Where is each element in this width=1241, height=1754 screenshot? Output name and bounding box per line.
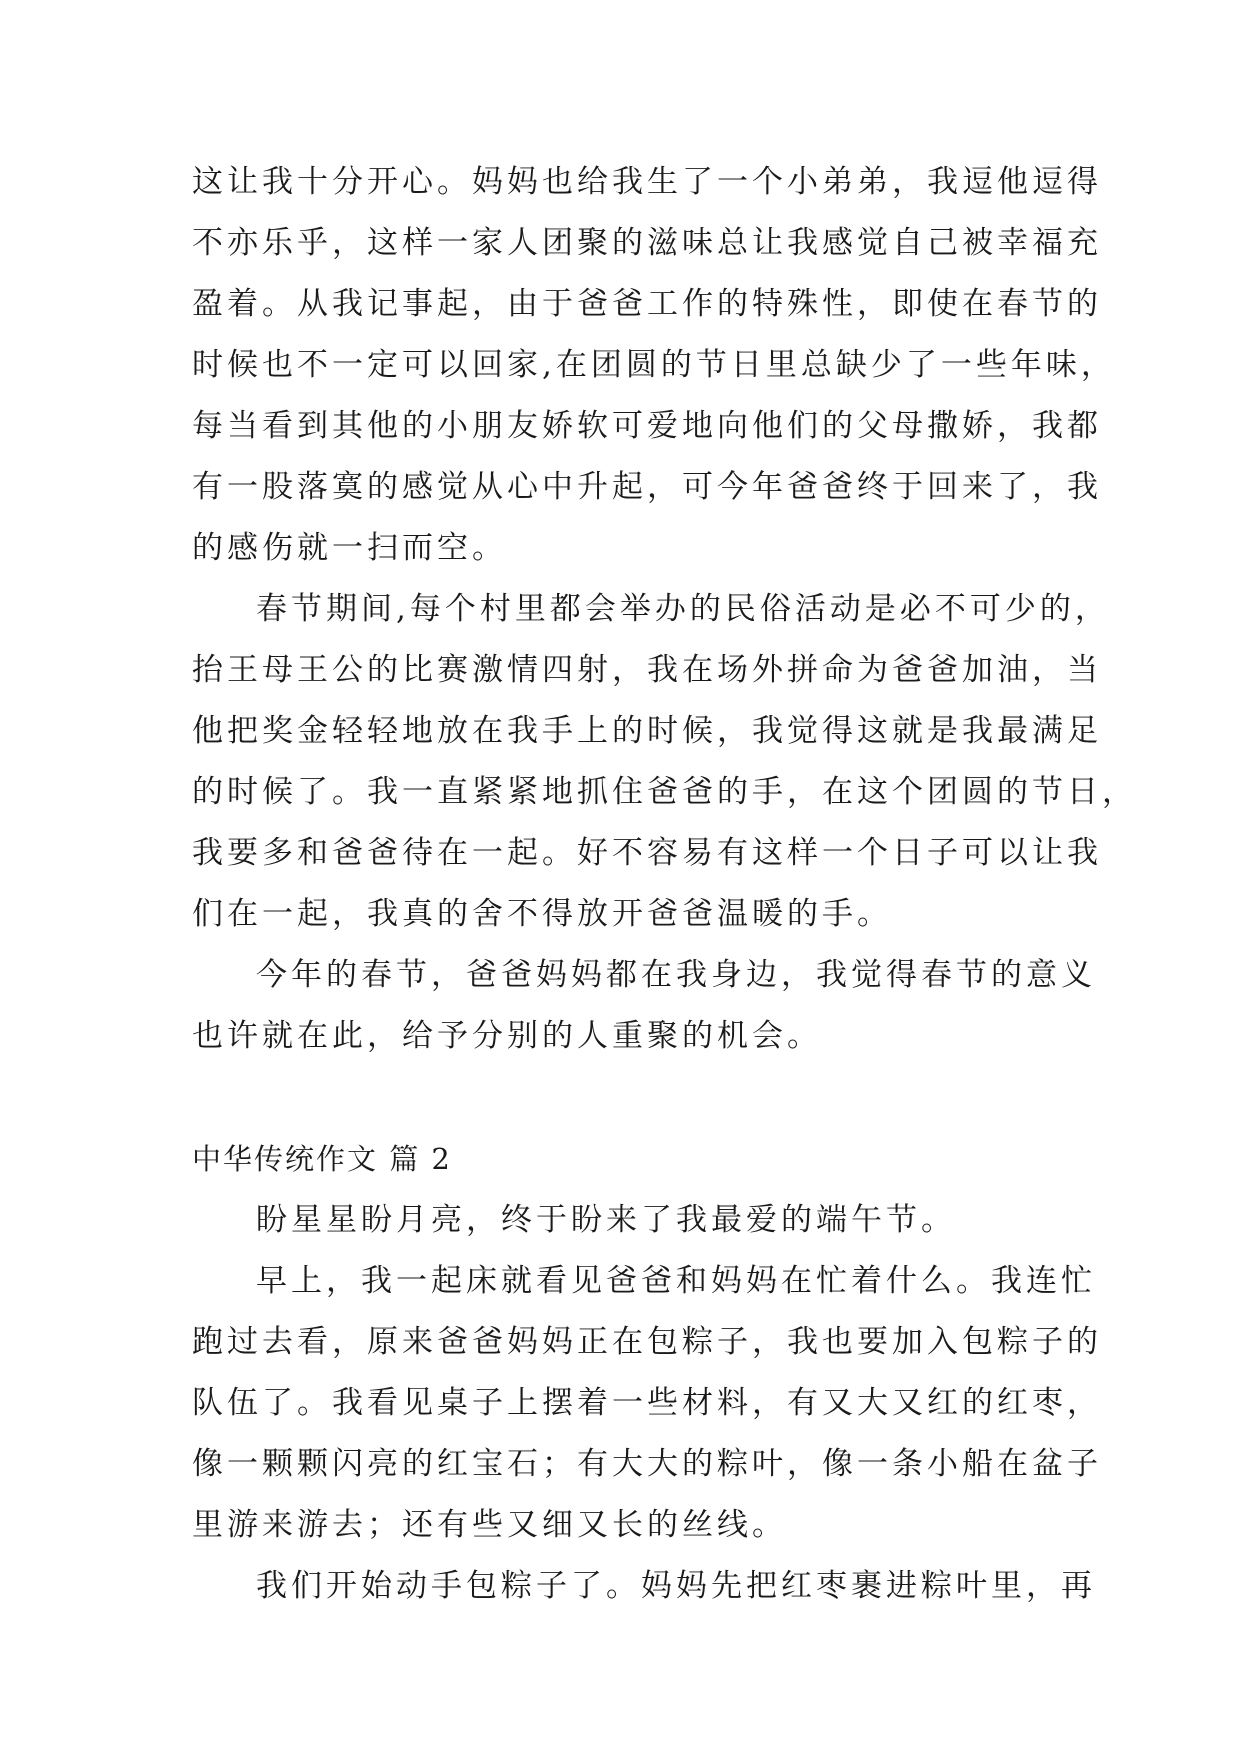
text-line: 的感伤就一扫而空。 bbox=[192, 530, 507, 566]
paragraph-2 bbox=[192, 579, 1137, 945]
text-line: 盼星星盼月亮，终于盼来了我最爱的端午节。 bbox=[256, 1202, 956, 1238]
text-line: 跑过去看，原来爸爸妈妈正在包粽子，我也要加入包粽子的 bbox=[192, 1324, 1102, 1360]
text-line: 春节期间,每个村里都会举办的民俗活动是必不可少的， bbox=[256, 591, 1110, 627]
text-line: 也许就在此，给予分别的人重聚的机会。 bbox=[192, 1018, 822, 1054]
paragraph-3 bbox=[192, 945, 1096, 1067]
paragraph-5 bbox=[192, 1251, 1102, 1556]
text-line: 的时候了。我一直紧紧地抓住爸爸的手，在这个团圆的节日， bbox=[192, 774, 1137, 810]
text-line: 盈着。从我记事起，由于爸爸工作的特殊性，即使在春节的 bbox=[192, 286, 1102, 322]
text-line: 我要多和爸爸待在一起。好不容易有这样一个日子可以让我 bbox=[192, 835, 1102, 871]
paragraph-1 bbox=[192, 152, 1116, 579]
section-heading: 中华传统作文 篇 2 bbox=[192, 1142, 452, 1176]
text-line: 里游来游去；还有些又细又长的丝线。 bbox=[192, 1507, 787, 1543]
text-line: 早上，我一起床就看见爸爸和妈妈在忙着什么。我连忙 bbox=[256, 1263, 1096, 1299]
text-line: 我们开始动手包粽子了。妈妈先把红枣裹进粽叶里，再 bbox=[256, 1568, 1096, 1604]
text-line: 不亦乐乎，这样一家人团聚的滋味总让我感觉自己被幸福充 bbox=[192, 225, 1102, 261]
text-line: 们在一起，我真的舍不得放开爸爸温暖的手。 bbox=[192, 896, 892, 932]
paragraph-6 bbox=[192, 1556, 1096, 1617]
text-line: 每当看到其他的小朋友娇软可爱地向他们的父母撒娇，我都 bbox=[192, 408, 1102, 444]
text-line: 时候也不一定可以回家,在团圆的节日里总缺少了一些年味， bbox=[192, 347, 1116, 383]
section-gap bbox=[192, 1067, 1052, 1129]
text-line: 抬王母王公的比赛激情四射，我在场外拼命为爸爸加油，当 bbox=[192, 652, 1102, 688]
paragraph-4 bbox=[192, 1190, 1052, 1251]
text-line: 队伍了。我看见桌子上摆着一些材料，有又大又红的红枣， bbox=[192, 1385, 1102, 1421]
text-line: 这让我十分开心。妈妈也给我生了一个小弟弟，我逗他逗得 bbox=[192, 164, 1102, 200]
text-line: 今年的春节，爸爸妈妈都在我身边，我觉得春节的意义 bbox=[256, 957, 1096, 993]
text-line: 有一股落寞的感觉从心中升起，可今年爸爸终于回来了，我 bbox=[192, 469, 1102, 505]
text-line: 他把奖金轻轻地放在我手上的时候，我觉得这就是我最满足 bbox=[192, 713, 1102, 749]
document-page bbox=[192, 152, 1137, 1617]
text-line: 像一颗颗闪亮的红宝石；有大大的粽叶，像一条小船在盆子 bbox=[192, 1446, 1102, 1482]
